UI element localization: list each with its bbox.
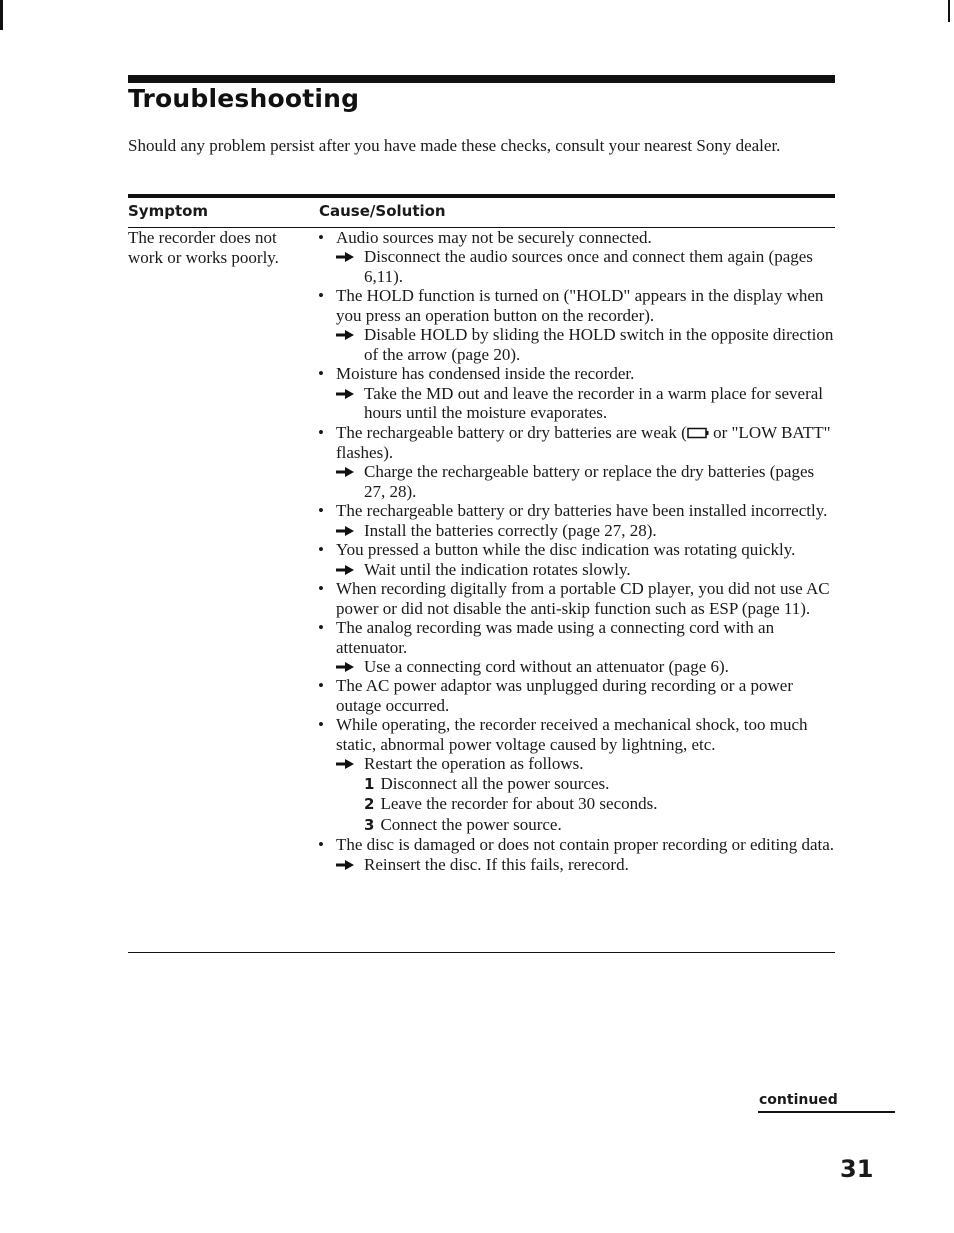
solution-item xyxy=(318,657,838,676)
cause-item xyxy=(318,423,838,463)
cause-text: Audio sources may not be securely connected. xyxy=(336,228,652,247)
bullet-icon: • xyxy=(318,835,324,855)
cause-text: When recording digitally from a portable CD player, you did not use AC power or did not disable the anti-skip function such as ESP (page 11). xyxy=(336,579,830,618)
solution-text: Disconnect the audio sources once and connect them again (pages 6,11). xyxy=(364,247,813,286)
title-rule xyxy=(128,75,835,83)
battery-icon xyxy=(687,424,709,443)
cause-item xyxy=(318,835,838,854)
table-top-rule xyxy=(128,194,835,198)
bullet-icon: • xyxy=(318,676,324,696)
bullet-icon: • xyxy=(318,540,324,560)
solution-item xyxy=(318,462,838,501)
cause-item xyxy=(318,286,838,325)
bullet-icon: • xyxy=(318,286,324,306)
scan-edge-mark-left xyxy=(0,0,3,30)
cause-item xyxy=(318,364,838,383)
cause-item xyxy=(318,676,838,715)
page-title: Troubleshooting xyxy=(128,84,360,113)
cause-text: The analog recording was made using a connecting cord with an attenuator. xyxy=(336,618,775,657)
cause-text: The rechargeable battery or dry batteries have been installed incorrectly. xyxy=(336,501,828,521)
arrow-right-icon xyxy=(336,855,358,874)
step-text: Connect the power source. xyxy=(380,814,562,834)
table-header-row xyxy=(128,200,835,228)
symptom-cell: The recorder does not work or works poorly. xyxy=(128,228,279,267)
step-text: Disconnect all the power sources. xyxy=(380,773,610,793)
step-item xyxy=(318,815,838,835)
symptom-column-header: Symptom xyxy=(128,202,209,220)
cause-text: The disc is damaged or does not contain proper recording or editing data. xyxy=(336,835,835,855)
solution-item xyxy=(318,855,838,874)
cause-item xyxy=(318,501,838,520)
solution-text: Reinsert the disc. If this fails, rerecord. xyxy=(364,854,629,874)
bullet-icon: • xyxy=(318,228,324,247)
cause-item xyxy=(318,618,838,657)
bullet-icon: • xyxy=(318,715,324,735)
solution-item xyxy=(318,247,838,286)
arrow-right-icon xyxy=(336,325,358,344)
page-number: 31 xyxy=(840,1155,874,1183)
bullet-icon: • xyxy=(318,618,324,638)
cause-item xyxy=(318,579,838,618)
step-number: 3 xyxy=(364,815,375,834)
cause-text: You pressed a button while the disc indication was rotating quickly. xyxy=(336,540,796,560)
solution-text: Disable HOLD by sliding the HOLD switch in the opposite direction of the arrow (page 20). xyxy=(364,325,834,364)
continued-label: continued xyxy=(759,1092,838,1108)
solution-text: Wait until the indication rotates slowly. xyxy=(364,559,631,579)
step-text: Leave the recorder for about 30 seconds. xyxy=(380,794,658,814)
arrow-right-icon xyxy=(336,754,358,773)
cause-item xyxy=(318,228,838,247)
solution-text: Take the MD out and leave the recorder in a warm place for several hours until the moisture evaporates. xyxy=(364,383,824,423)
cause-text: Moisture has condensed inside the recorder. xyxy=(336,364,635,384)
solution-item xyxy=(318,754,838,773)
solution-text: Use a connecting cord without an attenuator (page 6). xyxy=(364,656,729,676)
cause-item xyxy=(318,715,838,754)
bullet-icon: • xyxy=(318,422,324,442)
cause-solution-list xyxy=(318,228,838,874)
arrow-right-icon xyxy=(336,384,358,403)
solution-item xyxy=(318,521,838,540)
step-number: 1 xyxy=(364,774,375,793)
table-bottom-rule xyxy=(128,952,835,953)
cause-solution-column-header: Cause/Solution xyxy=(319,202,446,220)
cause-text: The HOLD function is turned on ("HOLD" appears in the display when you press an operation button on the recorder). xyxy=(336,286,824,325)
cause-text-part: or "LOW BATT" flashes). xyxy=(336,422,831,462)
cause-item xyxy=(318,540,838,559)
solution-item xyxy=(318,384,838,423)
arrow-right-icon xyxy=(336,560,358,579)
continued-rule xyxy=(758,1111,895,1113)
bullet-icon: • xyxy=(318,501,324,521)
solution-item xyxy=(318,325,838,364)
arrow-right-icon xyxy=(336,521,358,540)
bullet-icon: • xyxy=(318,579,324,599)
bullet-icon: • xyxy=(318,364,324,384)
arrow-right-icon xyxy=(336,657,358,676)
solution-text: Install the batteries correctly (page 27, 28). xyxy=(364,520,657,540)
arrow-right-icon xyxy=(336,247,358,266)
step-number: 2 xyxy=(364,795,375,814)
cause-text-part: The rechargeable battery or dry batteries are weak ( xyxy=(336,422,687,442)
scan-edge-mark-right xyxy=(948,0,950,22)
solution-item xyxy=(318,560,838,579)
solution-text: Charge the rechargeable battery or replace the dry batteries (pages 27, 28). xyxy=(364,462,815,501)
cause-text: The AC power adaptor was unplugged during recording or a power outage occurred. xyxy=(336,676,793,715)
intro-paragraph: Should any problem persist after you have made these checks, consult your nearest Sony dealer. xyxy=(128,136,781,155)
arrow-right-icon xyxy=(336,462,358,481)
step-item xyxy=(318,774,838,794)
step-item xyxy=(318,794,838,814)
cause-text: While operating, the recorder received a mechanical shock, too much static, abnormal power voltage caused by lightning, etc. xyxy=(336,715,808,754)
solution-text: Restart the operation as follows. xyxy=(364,754,584,774)
